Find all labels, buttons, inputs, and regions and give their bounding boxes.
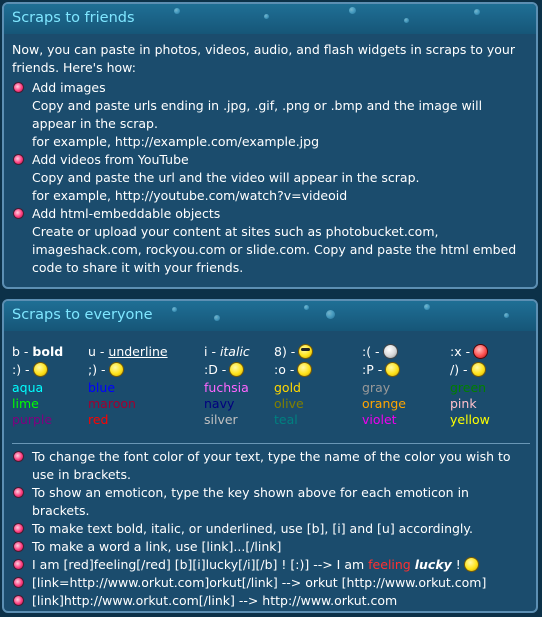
scraps-to-friends-panel — [2, 2, 538, 289]
underline-key: u - underline — [88, 344, 168, 359]
bullet-icon — [14, 542, 23, 551]
tip-text: To show an emoticon, type the key shown above for each emoticon in brackets. — [32, 485, 469, 518]
tip-text: To change the font color of your text, type the name of the color you wish to use in brackets. — [32, 449, 511, 482]
bullet-icon — [14, 578, 23, 587]
color-name-purple: purple — [12, 412, 53, 427]
color-name-red: red — [88, 412, 109, 427]
smirk-icon — [472, 363, 485, 376]
list-item — [12, 79, 530, 151]
color-name-fuchsia: fuchsia — [204, 380, 249, 395]
example-lucky: lucky — [414, 557, 452, 572]
emoticon-smile: :) - — [12, 361, 47, 379]
wink-icon — [110, 363, 123, 376]
example-feeling: feeling — [368, 557, 411, 572]
list-item — [12, 151, 530, 205]
list-item — [12, 484, 530, 520]
format-reference-grid — [12, 343, 530, 439]
angry-smiley-icon — [474, 345, 487, 358]
list-item — [12, 520, 530, 538]
item-description: Copy and paste the url and the video will appear in the scrap. — [32, 170, 420, 185]
panel-header — [4, 301, 536, 331]
item-description: Copy and paste urls ending in .jpg, .gif, .png or .bmp and the image will appear in the scrap. — [32, 98, 483, 131]
smile-icon — [465, 558, 478, 571]
list-item — [12, 556, 530, 574]
item-title: Add videos from YouTube — [32, 152, 189, 167]
divider — [12, 443, 530, 444]
color-name-yellow: yellow — [450, 412, 490, 427]
color-name-gray: gray — [362, 380, 391, 395]
tip-text: To make a word a link, use [link]...[/link] — [32, 539, 282, 554]
item-example: for example, http://youtube.com/watch?v=videoid — [32, 188, 348, 203]
surprised-icon — [298, 363, 311, 376]
bold-key: b - bold — [12, 344, 64, 359]
item-title: Add images — [32, 80, 106, 95]
color-name-silver: silver — [204, 412, 238, 427]
tip-text: To make text bold, italic, or underlined, use [b], [i] and [u] accordingly. — [32, 521, 473, 536]
everyone-body — [12, 343, 530, 610]
bullet-icon — [14, 452, 23, 461]
list-item — [12, 205, 530, 277]
color-name-navy: navy — [204, 396, 235, 411]
scraps-to-everyone-panel — [2, 299, 538, 613]
link-example: [link]http://www.orkut.com[/link] --> http://www.orkut.com — [32, 593, 398, 608]
emoticon-cool: 8) - — [274, 343, 312, 361]
color-name-lime: lime — [12, 396, 39, 411]
color-name-blue: blue — [88, 380, 116, 395]
color-name-aqua: aqua — [12, 380, 44, 395]
panel-header — [4, 4, 536, 34]
example-bang: ! — [451, 557, 461, 572]
item-description: Create or upload your content at sites such as photobucket.com, imageshack.com, rockyou.com or slide.com. Copy and paste the html embed code to share it with your friends. — [32, 224, 517, 275]
color-name-green: green — [450, 380, 487, 395]
emoticon-angry: :x - — [450, 343, 487, 361]
bullet-icon — [14, 560, 23, 569]
example-code: I am [red]feeling[/red] [b][i]lucky[/i][/b] ! [:)] --> I am — [32, 557, 369, 572]
italic-key: i - italic — [204, 344, 250, 359]
bullet-icon — [14, 524, 23, 533]
emoticon-wink: ;) - — [88, 361, 123, 379]
emoticon-sad: :( - — [362, 343, 397, 361]
tips-list — [12, 448, 530, 610]
color-name-teal: teal — [274, 412, 298, 427]
emoticon-smirk: /) - — [450, 361, 485, 379]
color-name-gold: gold — [274, 380, 301, 395]
tongue-icon — [386, 363, 399, 376]
cool-smiley-icon — [299, 345, 312, 358]
bullet-icon — [14, 596, 23, 605]
item-example: for example, http://example.com/example.jpg — [32, 134, 320, 149]
color-name-pink: pink — [450, 396, 477, 411]
list-item — [12, 574, 530, 592]
panel-title: Scraps to friends — [12, 10, 135, 26]
sad-smiley-icon — [384, 345, 397, 358]
friends-body — [12, 41, 530, 277]
emoticon-grin: :D - — [204, 361, 243, 379]
emoticon-surprised: :o - — [274, 361, 311, 379]
list-item — [12, 448, 530, 484]
intro-text: Now, you can paste in photos, videos, audio, and flash widgets in scraps to your friends. Here's how: — [12, 42, 515, 75]
bullet-icon — [14, 155, 23, 164]
panel-title: Scraps to everyone — [12, 307, 153, 323]
bullet-icon — [14, 209, 23, 218]
bullet-icon — [14, 83, 23, 92]
emoticon-tongue: :P - — [362, 361, 399, 379]
color-name-maroon: maroon — [88, 396, 136, 411]
color-name-violet: violet — [362, 412, 397, 427]
smile-icon — [34, 363, 47, 376]
item-title: Add html-embeddable objects — [32, 206, 221, 221]
how-to-list — [12, 79, 530, 277]
bullet-icon — [14, 488, 23, 497]
color-name-olive: olive — [274, 396, 304, 411]
grin-icon — [230, 363, 243, 376]
color-name-orange: orange — [362, 396, 406, 411]
list-item — [12, 538, 530, 556]
link-example: [link=http://www.orkut.com]orkut[/link] --> orkut [http://www.orkut.com] — [32, 575, 487, 590]
list-item — [12, 592, 530, 610]
